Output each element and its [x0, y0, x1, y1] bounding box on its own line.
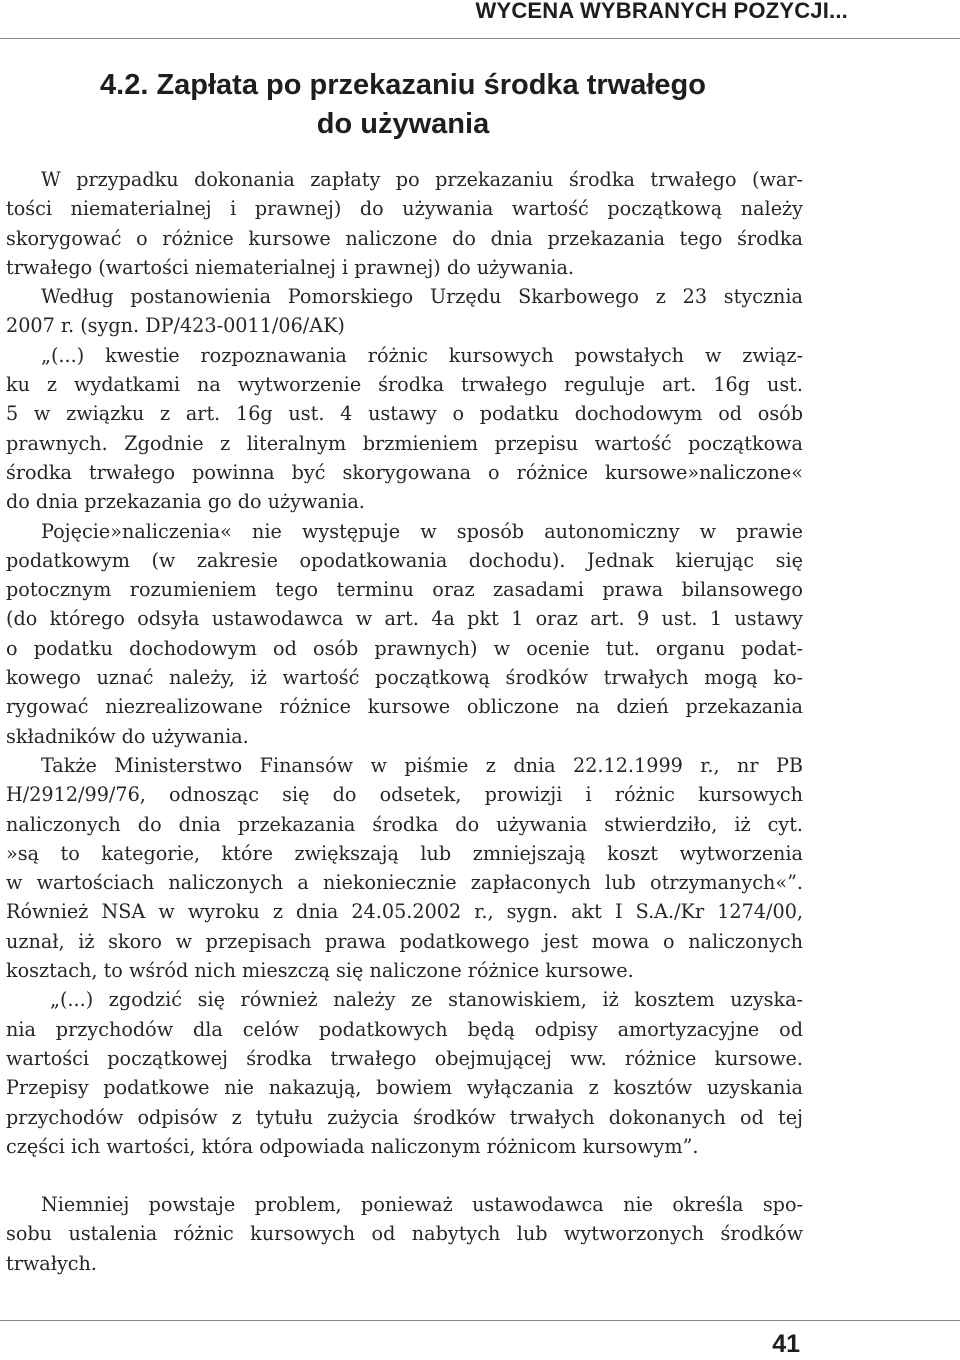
- text-line: Pojęcie»naliczenia« nie występuje w sposób autonomiczny w prawie: [41, 519, 803, 543]
- text-line: kosztach, to wśród nich mieszczą się naliczone różnice kursowe.: [6, 959, 634, 983]
- section-title-line-1: 4.2. Zapłata po przekazaniu środka trwałego: [100, 69, 706, 101]
- text-line: prawnych. Zgodnie z literalnym brzmieniem przepisu wartość początkowa: [6, 431, 803, 455]
- text-line: H/2912/99/76, odnosząc się do odsetek, prowizji i różnic kursowych: [6, 783, 803, 807]
- text-line: „(...) zgodzić się również należy ze stanowiskiem, iż kosztem uzyska-: [50, 988, 803, 1012]
- header-rule: [0, 38, 960, 39]
- text-line: Według postanowienia Pomorskiego Urzędu Skarbowego z 23 stycznia: [41, 285, 803, 309]
- text-line: środka trwałego powinna być skorygowana o różnice kursowe»naliczone«: [6, 460, 803, 484]
- text-line: nia przychodów dla celów podatkowych będą odpisy amortyzacyjne od: [6, 1017, 803, 1041]
- text-line: Również NSA w wyroku z dnia 24.05.2002 r., sygn. akt I S.A./Kr 1274/00,: [6, 900, 803, 924]
- text-line: (do którego odsyła ustawodawca w art. 4a pkt 1 oraz art. 9 ust. 1 ustawy: [6, 607, 803, 631]
- text-line: przychodów odpisów z tytułu zużycia środków trwałych dokonanych od tej: [6, 1105, 803, 1129]
- section-title-line-2: do używania: [316, 108, 490, 140]
- text-line: potocznym rozumieniem tego terminu oraz zasadami prawa bilansowego: [6, 578, 803, 602]
- text-line: uznał, iż skoro w przepisach prawa podatkowego jest mowa o naliczonych: [6, 929, 803, 953]
- text-line: kowego uznać należy, iż wartość początkową środków trwałych mogą ko-: [6, 666, 803, 690]
- text-line: Przepisy podatkowe nie nakazują, bowiem wyłączania z kosztów uzyskania: [6, 1076, 803, 1100]
- text-line: wartości początkowej środka trwałego obejmującej ww. różnice kursowe.: [6, 1046, 803, 1070]
- text-line: skorygować o różnice kursowe naliczone do dnia przekazania tego środka: [6, 226, 803, 250]
- section-title: [0, 66, 806, 144]
- text-line: W przypadku dokonania zapłaty po przekazaniu środka trwałego (war-: [41, 168, 803, 191]
- body-text: [6, 165, 803, 1278]
- text-line: trwałych.: [6, 1251, 98, 1275]
- text-line: „(...) kwestie rozpoznawania różnic kursowych powstałych w związ-: [41, 343, 803, 367]
- text-line: Także Ministerstwo Finansów w piśmie z dnia 22.12.1999 r., nr PB: [41, 753, 803, 777]
- paragraph-gap: [6, 1161, 803, 1190]
- text-line: rygować niezrealizowane różnice kursowe obliczone na dzień przekazania: [6, 695, 803, 719]
- text-line: Niemniej powstaje problem, ponieważ ustawodawca nie określa spo-: [41, 1193, 803, 1217]
- text-line: 2007 r. (sygn. DP/423-0011/06/AK): [6, 314, 345, 338]
- footer-rule: [0, 1320, 960, 1321]
- text-line: podatkowym (w zakresie opodatkowania dochodu). Jednak kierując się: [6, 548, 803, 572]
- text-line: naliczonych do dnia przekazania środka do używania stwierdziło, iż cyt.: [6, 812, 803, 836]
- text-line: ku z wydatkami na wytworzenie środka trwałego reguluje art. 16g ust.: [6, 373, 803, 397]
- text-line: sobu ustalenia różnic kursowych od nabytych lub wytworzonych środków: [6, 1222, 803, 1246]
- text-line: tości niematerialnej i prawnej) do używania wartość początkową należy: [6, 197, 803, 221]
- text-line: 5 w związku z art. 16g ust. 4 ustawy o podatku dochodowym od osób: [6, 402, 803, 426]
- text-line: składników do używania.: [6, 724, 249, 748]
- text-line: o podatku dochodowym od osób prawnych) w ocenie tut. organu podat-: [6, 636, 803, 660]
- page-number: 41: [772, 1330, 800, 1358]
- text-line: trwałego (wartości niematerialnej i prawnej) do używania.: [6, 255, 574, 279]
- text-line: »są to kategorie, które zwiększają lub zmniejszają koszt wytworzenia: [6, 841, 803, 865]
- text-line: w wartościach naliczonych a niekoniecznie zapłaconych lub otrzymanych«”.: [6, 871, 803, 895]
- text-line: do dnia przekazania go do używania.: [6, 490, 365, 514]
- running-head: WYCENA WYBRANYCH POZYCJI...: [475, 0, 848, 23]
- text-line: części ich wartości, która odpowiada naliczonym różnicom kursowym”.: [6, 1134, 699, 1158]
